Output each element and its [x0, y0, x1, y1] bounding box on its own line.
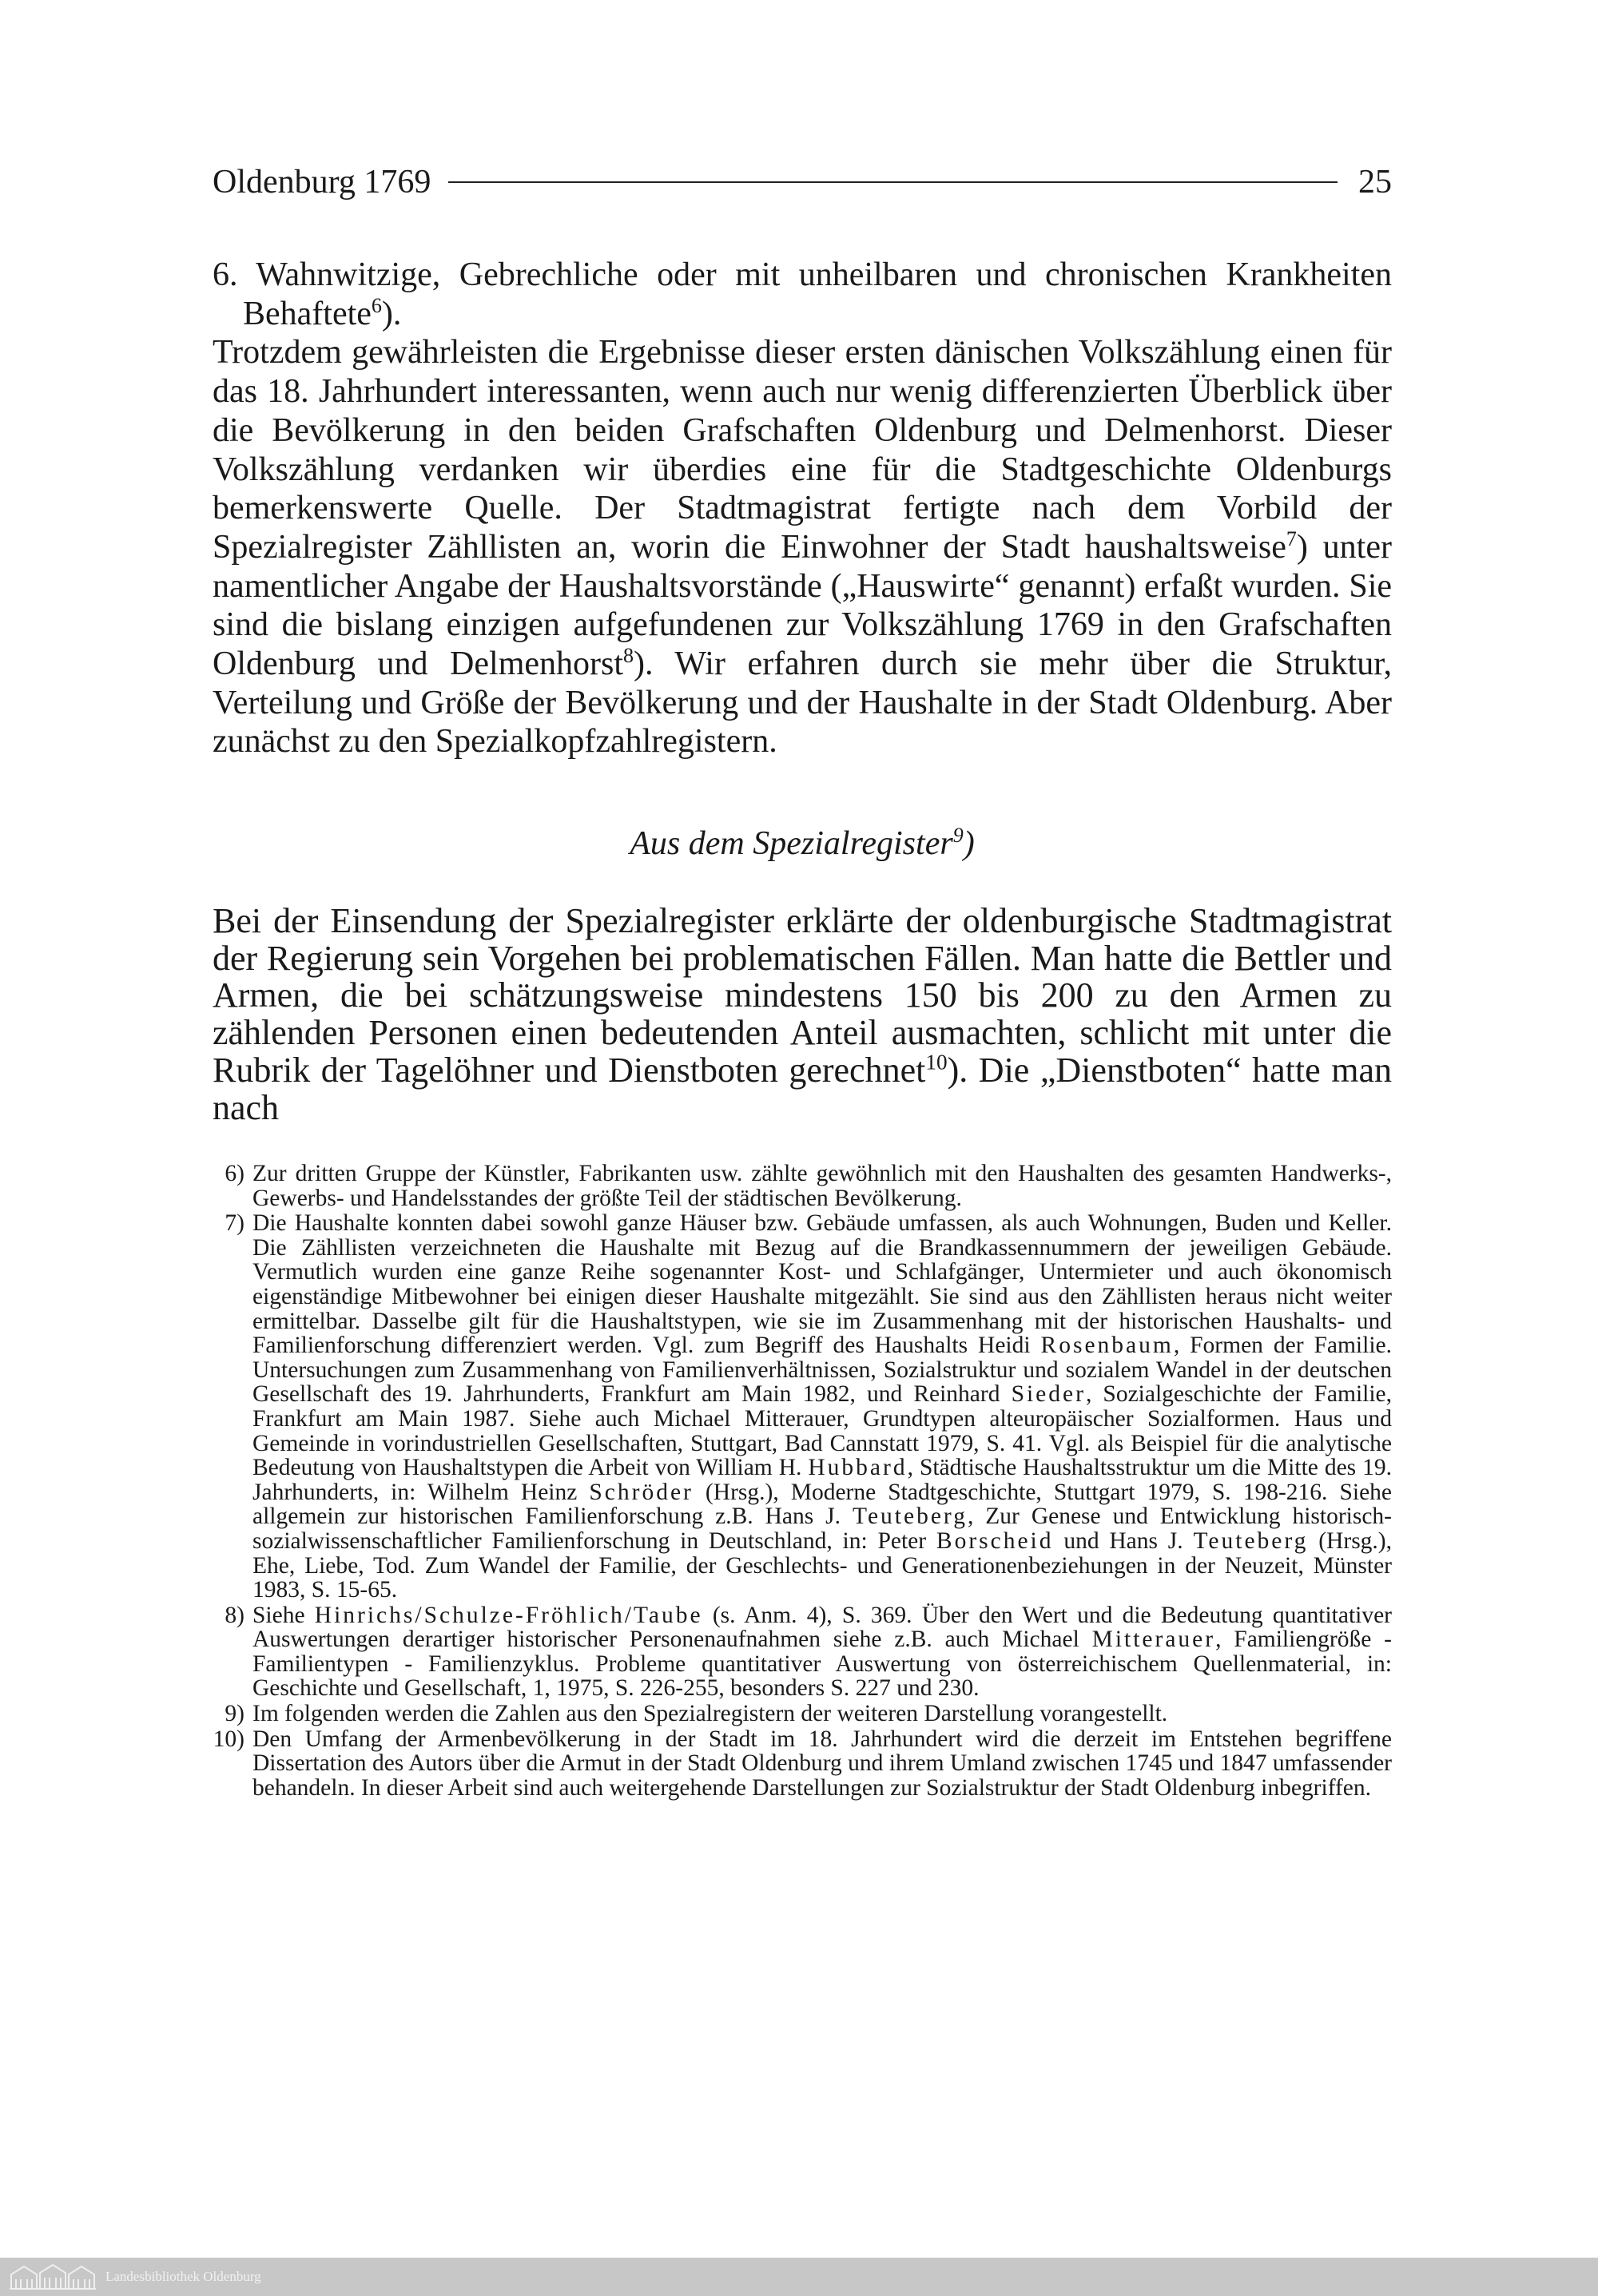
footnotes — [213, 1162, 1392, 1801]
author-name: Hubbard — [808, 1455, 908, 1481]
body-text-block-2 — [213, 903, 1392, 1126]
section-heading: Aus dem Spezialregister$^9$) — [630, 824, 975, 862]
footnote-9: 9) Im folgenden werden die Zahlen aus den Spezialregistern der weiteren Darstellung vorangestellt. — [225, 1701, 1168, 1727]
library-footer-bar — [0, 2258, 1598, 2296]
footnote-8: 8) Siehe Hinrichs/Schulze-Fröhlich/Taube (s. Anm. 4), S. 369. Über den Wert und die Bedeutung quantitativer Auswertungen derartiger historischer Personenaufnahmen siehe z.B. auch Michael Mitterauer, Familiengröße - Familientypen - Familienzyklus. Probleme quantitativer Auswertung von österreichischem Quellenmaterial, in: Geschichte und Gesellschaft, 1, 1975, S. 226-255, besonders S. 227 und 230. — [225, 1602, 1392, 1702]
body-text-block-1 — [213, 256, 1392, 761]
footnote-7: 7) Die Haushalte konnten dabei sowohl ganze Häuser bzw. Gebäude umfassen, als auch Wohnungen, Buden und Keller. Die Zähllisten verzeichneten die Haushalte mit Bezug auf die Brandkassennummern der jeweiligen Gebäude. Vermutlich wurden eine ganze Reihe sogenannter Kost- und Schlafgänger, Untermieter und auch ökonomisch eigenständige Mitbewohner bei einigen dieser Haushalte mitgezählt. Sie sind aus den Zähllisten heraus nicht weiter ermittelbar. Dasselbe gilt für die Haushaltstypen, wie sie im Zusammenhang mit der historischen Haushalts- und Familienforschung differenziert werden. Vgl. zum Begriff des Haushalts Heidi Rosenbaum, Formen der Familie. Untersuchungen zum Zusammenhang von Familienverhältnissen, Sozialstruktur und sozialem Wandel in der deutschen Gesellschaft des 19. Jahrhunderts, Frankfurt am Main 1982, und Reinhard Sieder, Sozialgeschichte der Familie, Frankfurt am Main 1987. Siehe auch Michael Mitterauer, Grundtypen alteuropäischer Sozialformen. Haus und Gemeinde in vorindustriellen Gesellschaften, Stuttgart, Bad Cannstatt 1979, S. 41. Vgl. als Beispiel für die analytische Bedeutung von Haushaltstypen die Arbeit von William H. Hubbard, Städtische Haushaltsstruktur um die Mitte des 19. Jahrhunderts, in: Wilhelm Heinz Schröder (Hrsg.), Moderne Stadtgeschichte, Stuttgart 1979, S. 198-216. Siehe allgemein zur historischen Familienforschung z.B. Hans J. Teuteberg, Zur Genese und Entwicklung historisch-sozialwissenschaftlicher Familienforschung in Deutschland, in: Peter Borscheid und Hans J. Teuteberg (Hrsg.), Ehe, Liebe, Tod. Zum Wandel der Familie, der Geschlechts- und Generationenbeziehungen in der Neuzeit, Münster 1983, S. 15-65. — [225, 1210, 1393, 1603]
footnote-ref-6[interactable]: 6 — [371, 293, 382, 317]
footnote-ref-7[interactable]: 7 — [1286, 526, 1297, 550]
author-name: Teuteberg — [1193, 1527, 1309, 1554]
footnote-ref-8[interactable]: 8 — [623, 644, 634, 668]
library-name[interactable]: Landesbibliothek Oldenburg — [105, 2269, 261, 2284]
author-name: Schröder — [589, 1479, 694, 1505]
page-number: 25 — [1358, 164, 1392, 201]
body-paragraph: Trotzdem gewährleisten die Ergebnisse dieser ersten dänischen Volkszählung einen für das 18. Jahrhundert interessanten, wenn auch nur wenig differenzierten Überblick über die Bevölkerung in den beiden Grafschaften Oldenburg und Delmenhorst. Dieser Volkszählung verdanken wir überdies eine für die Stadtgeschichte Oldenburgs bemerkenswerte Quelle. Der Stadtmagistrat fertigte nach dem Vorbild der Spezialregister Zähllisten an, worin die Einwohner der Stadt haushaltsweise$^7$) unter namentlicher Angabe der Haushaltsvorstände („Hauswirte“ genannt) erfaßt wurden. Sie sind die bislang einzigen aufgefundenen zur Volkszählung 1769 in den Grafschaften Oldenburg und Delmenhorst$^8$). Wir erfahren durch sie mehr über die Struktur, Verteilung und Größe der Bevölkerung und der Haushalte in der Stadt Oldenburg. Aber zunächst zu den Spezialkopfzahlregistern. — [213, 334, 1393, 761]
author-name: Mitterauer — [1091, 1627, 1216, 1653]
footnote-6: 6) Zur dritten Gruppe der Künstler, Fabrikanten usw. zählte gewöhnlich mit den Haushalten des gesamten Handwerks-, Gewerbs- und Handelsstandes der größte Teil der städtischen Bevölkerung. — [225, 1161, 1392, 1211]
author-name: Sieder — [1011, 1381, 1086, 1408]
footnote-ref-10[interactable]: 10 — [925, 1050, 948, 1075]
author-name: Teuteberg — [852, 1504, 968, 1530]
running-title: Oldenburg 1769 — [213, 164, 431, 201]
author-name: Borscheid — [936, 1527, 1054, 1554]
footnote-10: 10) Den Umfang der Armenbevölkerung in der Stadt im 18. Jahrhundert wird die derzeit im Entstehen begriffene Dissertation des Autors über die Armut in der Stadt Oldenburg und ihrem Umland zwischen 1745 und 1847 umfassender behandeln. In dieser Arbeit sind auch weitergehende Darstellungen zur Sozialstruktur der Stadt Oldenburg inbegriffen. — [213, 1726, 1392, 1801]
running-header — [213, 160, 1392, 205]
header-rule — [448, 181, 1338, 183]
footnote-ref-9[interactable]: 9 — [952, 824, 964, 847]
author-name: Hinrichs/Schulze-Fröhlich/Taube — [314, 1602, 703, 1628]
author-name: Rosenbaum — [1040, 1333, 1174, 1359]
body-paragraph-2: Bei der Einsendung der Spezialregister erklärte der oldenburgische Stadtmagistrat der Regierung sein Vorgehen bei problematischen Fällen. Man hatte die Bettler und Armen, die bei schätzungsweise mindestens 150 bis 200 zu den Armen zu zählenden Personen einen bedeutenden Anteil ausmachten, schlicht mit unter die Rubrik der Tagelöhner und Dienstboten gerechnet$^{10}$). Die „Dienstboten“ hatte man nach — [213, 901, 1392, 1127]
library-building-icon — [8, 2263, 97, 2290]
list-item-6: 6. Wahnwitzige, Gebrechliche oder mit unheilbaren und chronischen Krankheiten Behaftete$^6$). — [213, 256, 1392, 332]
